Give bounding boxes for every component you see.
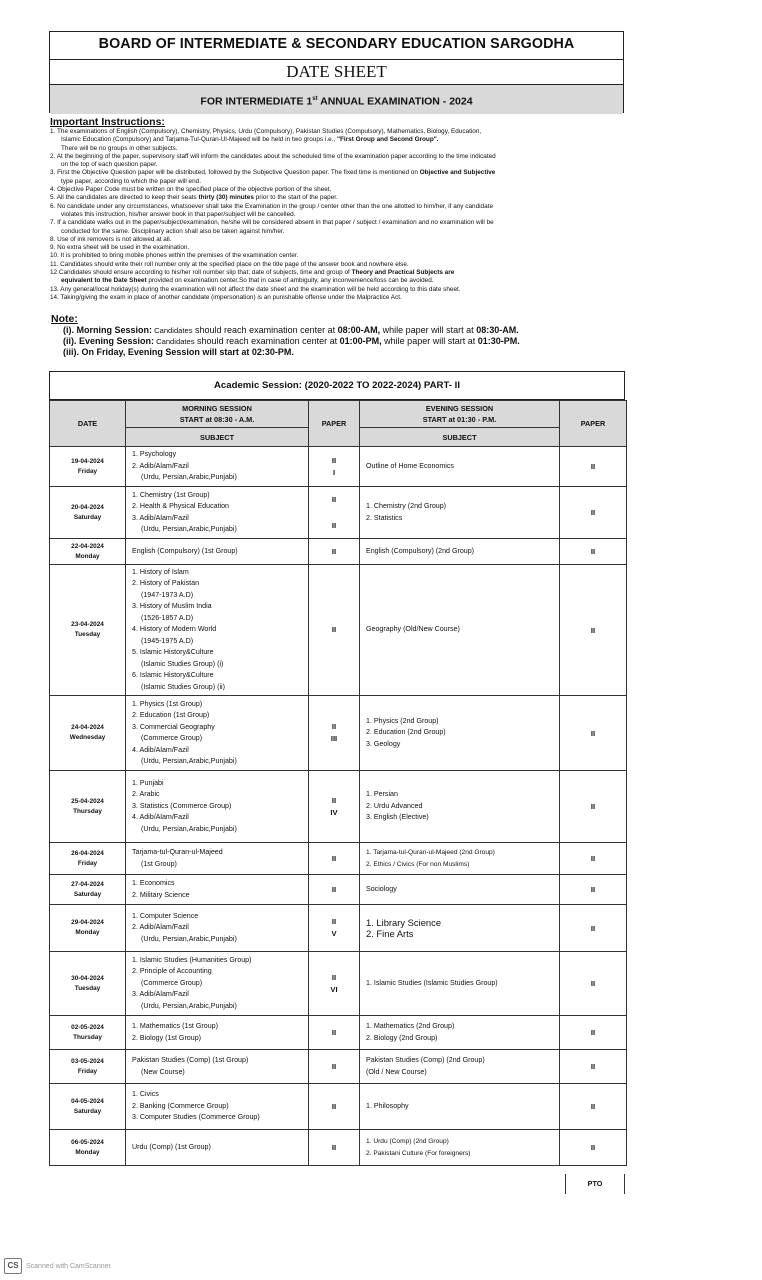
exam-title: FOR INTERMEDIATE 1st ANNUAL EXAMINATION - 2024 — [50, 84, 623, 114]
instruction-3: 3. First the Objective Question paper will be distributed, followed by the Subjective Question paper. The fixed time is mentioned on Objective and Subjective — [50, 169, 496, 177]
row-date: 04-05-2024 Saturday — [50, 1084, 126, 1130]
row-evening-subjects: 1. Urdu (Comp) (2nd Group) 2. Pakistani Culture (For foreigners) — [360, 1130, 560, 1166]
row-evening-paper: II — [560, 565, 627, 696]
instruction-12b: equivalent to the Date Sheet provided on examination center.So that in case of ambiguity, any inconvenience/loss can be avoided. — [61, 277, 434, 285]
note-evening: (ii). Evening Session: Candidates should reach examination center at 01:00-PM, while paper will start at 01:30-PM. — [63, 336, 520, 346]
board-title: BOARD OF INTERMEDIATE & SECONDARY EDUCATION SARGODHA — [98, 36, 575, 52]
pto-label: PTO — [565, 1174, 625, 1194]
instructions-title: Important Instructions: — [50, 116, 165, 128]
table-row — [50, 696, 627, 771]
row-morning-subjects: 1. Islamic Studies (Humanities Group) 2. Principle of Accounting (Commerce Group) 3. Adib/Alam/Fazil (Urdu, Persian,Arabic,Punjabi) — [126, 952, 309, 1016]
table-body — [50, 447, 627, 1166]
instruction-6b: violates this instruction, his/her answer book in that paper/subject will be cancelled. — [61, 210, 296, 218]
row-evening-subjects: 1. Mathematics (2nd Group) 2. Biology (2nd Group) — [360, 1016, 560, 1050]
camscanner-watermark — [4, 1258, 111, 1274]
row-evening-paper: II — [560, 487, 627, 539]
header-box — [49, 31, 624, 113]
row-date: 06-05-2024 Monday — [50, 1130, 126, 1166]
row-morning-paper: II II — [309, 487, 360, 539]
instruction-1: 1. The examinations of English (Compulsory), Chemistry, Physics, Urdu (Compulsory), Pakistan Studies (Compulsory), Mathematics, Biology, Education, — [50, 128, 482, 135]
row-morning-paper: II — [309, 1050, 360, 1084]
row-evening-subjects: 1. Islamic Studies (Islamic Studies Group) — [360, 952, 560, 1016]
instruction-7: 7. If a candidate walks out in the paper/subject/examination, he/she will be considered absent in that paper / subject / examination and no examination will be — [50, 219, 494, 227]
header-morning-paper: PAPER — [309, 401, 360, 447]
row-morning-paper: II III — [309, 696, 360, 771]
instruction-11: 11. Candidates should write their roll number only at the specified place on the title page of the answer book and nowhere else. — [50, 260, 409, 268]
row-morning-paper: II IV — [309, 771, 360, 843]
row-evening-subjects: 1. Library Science 2. Fine Arts — [360, 905, 560, 952]
row-morning-subjects: 1. History of Islam 2. History of Pakistan (1947-1973 A.D) 3. History of Muslim India (1526-1857 A.D) 4. History of Modern World (1945-1975 A.D) 5. Islamic History&Culture (Islamic Studies Group) (i) 6. Islamic History&Culture (Islamic Studies Group) (ii) — [126, 565, 309, 696]
row-morning-paper: II — [309, 1084, 360, 1130]
row-date: 19-04-2024 Friday — [50, 447, 126, 487]
row-morning-paper: II I — [309, 447, 360, 487]
row-date: 02-05-2024 Thursday — [50, 1016, 126, 1050]
table-row — [50, 565, 627, 696]
row-morning-subjects: 1. Computer Science 2. Adib/Alam/Fazil (Urdu, Persian,Arabic,Punjabi) — [126, 905, 309, 952]
academic-session-bar: Academic Session: (2020-2022 TO 2022-2024) PART- II — [49, 371, 625, 400]
instruction-7b: conducted for the same. Disciplinary action shall also be taken against him/her. — [61, 227, 285, 235]
table-row — [50, 952, 627, 1016]
row-evening-paper: II — [560, 447, 627, 487]
table-row — [50, 875, 627, 905]
row-evening-paper: II — [560, 843, 627, 875]
note-title: Note: — [51, 313, 78, 325]
row-evening-subjects: 1. Philosophy — [360, 1084, 560, 1130]
instruction-9: 9. No extra sheet will be used in the examination. — [50, 244, 190, 252]
row-morning-paper: II — [309, 875, 360, 905]
table-row — [50, 771, 627, 843]
instruction-12: 12.Candidates should ensure according to his/her roll number slip that; date of subjects, time and group of Theory and Practical Subjects are — [50, 269, 455, 277]
row-evening-paper: II — [560, 1016, 627, 1050]
header-evening-paper: PAPER — [560, 401, 627, 447]
row-evening-paper: II — [560, 1130, 627, 1166]
instruction-14: 14. Taking/giving the exam in place of another candidate (impersonation) is an punishable offense under the Malpractice Act. — [50, 293, 402, 301]
row-morning-subjects: 1. Mathematics (1st Group) 2. Biology (1st Group) — [126, 1016, 309, 1050]
row-date: 25-04-2024 Thursday — [50, 771, 126, 843]
row-morning-paper: II — [309, 565, 360, 696]
instruction-10: 10. It is prohibited to bring mobile phones within the premises of the examination center. — [50, 252, 299, 260]
row-date: 03-05-2024 Friday — [50, 1050, 126, 1084]
row-morning-subjects: 1. Economics 2. Military Science — [126, 875, 309, 905]
table-row — [50, 447, 627, 487]
table-row — [50, 539, 627, 565]
row-evening-subjects: 1. Chemistry (2nd Group) 2. Statistics — [360, 487, 560, 539]
camscanner-logo: CS — [4, 1258, 22, 1274]
date-sheet-title: DATE SHEET — [50, 59, 623, 84]
row-morning-subjects: 1. Psychology 2. Adib/Alam/Fazil (Urdu, Persian,Arabic,Punjabi) — [126, 447, 309, 487]
table-row — [50, 1050, 627, 1084]
instruction-8: 8. Use of ink removers is not allowed at all. — [50, 235, 172, 243]
row-morning-paper: II — [309, 539, 360, 565]
camscanner-text: Scanned with CamScanner — [26, 1262, 111, 1270]
instruction-5: 5. All the candidates are directed to keep their seats thirty (30) minutes prior to the start of the paper. — [50, 194, 338, 202]
row-date: 27-04-2024 Saturday — [50, 875, 126, 905]
row-evening-paper: II — [560, 539, 627, 565]
row-date: 26-04-2024 Friday — [50, 843, 126, 875]
row-evening-paper: II — [560, 905, 627, 952]
row-date: 23-04-2024 Tuesday — [50, 565, 126, 696]
row-morning-paper: II — [309, 1130, 360, 1166]
row-morning-subjects: Urdu (Comp) (1st Group) — [126, 1130, 309, 1166]
row-evening-subjects: 1. Tarjama-tul-Quran-ul-Majeed (2nd Group) 2. Ethics / Civics (For non Muslims) — [360, 843, 560, 875]
header-morning-session: MORNING SESSION START at 08:30 - A.M. — [126, 401, 309, 428]
row-evening-paper: II — [560, 952, 627, 1016]
table-row — [50, 905, 627, 952]
table-row — [50, 843, 627, 875]
row-evening-paper: II — [560, 696, 627, 771]
instruction-6: 6. No candidate under any circumstances, whatsoever shall take the Examination in the group / center other than the one allotted to him/her, if any candidate — [50, 202, 493, 210]
instruction-3b: type paper, according to which the paper will end. — [61, 177, 201, 185]
row-evening-paper: II — [560, 875, 627, 905]
header-evening-subject: SUBJECT — [360, 428, 560, 447]
row-evening-paper: II — [560, 1084, 627, 1130]
row-morning-subjects: Pakistan Studies (Comp) (1st Group) (New Course) — [126, 1050, 309, 1084]
instruction-2: 2. At the beginning of the paper, supervisory staff will inform the candidates about the scheduled time of the examination paper according to the time indicated — [50, 152, 496, 160]
row-morning-subjects: English (Compulsory) (1st Group) — [126, 539, 309, 565]
table-row — [50, 487, 627, 539]
header-evening-session: EVENING SESSION START at 01:30 - P.M. — [360, 401, 560, 428]
row-morning-paper: II — [309, 843, 360, 875]
row-morning-subjects: 1. Physics (1st Group) 2. Education (1st Group) 3. Commercial Geography (Commerce Group) 4. Adib/Alam/Fazil (Urdu, Persian,Arabic,Punjabi) — [126, 696, 309, 771]
table-row — [50, 1084, 627, 1130]
row-evening-subjects: 1. Persian 2. Urdu Advanced 3. English (Elective) — [360, 771, 560, 843]
instruction-4: 4. Objective Paper Code must be written on the specified place of the objective portion of the sheet. — [50, 186, 332, 194]
row-morning-paper: II VI — [309, 952, 360, 1016]
instructions — [50, 116, 630, 302]
note-section — [51, 314, 520, 358]
instruction-1c: There will be no groups in other subjects. — [61, 144, 178, 152]
row-morning-paper: II — [309, 1016, 360, 1050]
table-row — [50, 1130, 627, 1166]
row-morning-subjects: 1. Punjabi 2. Arabic 3. Statistics (Commerce Group) 4. Adib/Alam/Fazil (Urdu, Persian,Arabic,Punjabi) — [126, 771, 309, 843]
row-evening-subjects: Outline of Home Economics — [360, 447, 560, 487]
row-morning-subjects: 1. Chemistry (1st Group) 2. Health & Physical Education 3. Adib/Alam/Fazil (Urdu, Persian,Arabic,Punjabi) — [126, 487, 309, 539]
table-row — [50, 1016, 627, 1050]
row-evening-subjects: Sociology — [360, 875, 560, 905]
row-evening-paper: II — [560, 1050, 627, 1084]
date-sheet-table — [49, 400, 627, 1166]
row-date: 24-04-2024 Wednesday — [50, 696, 126, 771]
row-date: 22-04-2024 Monday — [50, 539, 126, 565]
row-morning-subjects: Tarjama-tul-Quran-ul-Majeed (1st Group) — [126, 843, 309, 875]
row-date: 29-04-2024 Monday — [50, 905, 126, 952]
note-morning: (i). Morning Session: Candidates should reach examination center at 08:00-AM, while paper will start at 08:30-AM. — [63, 325, 519, 335]
table-header-row — [50, 401, 627, 428]
instruction-2b: on the top of each question paper. — [61, 161, 158, 169]
row-evening-subjects: 1. Physics (2nd Group) 2. Education (2nd Group) 3. Geology — [360, 696, 560, 771]
instruction-13: 13. Any general/local holiday(s) during the examination will not affect the date sheet and the examination will be held according to this date sheet. — [50, 285, 461, 293]
note-friday: (iii). On Friday, Evening Session will start at 02:30-PM. — [63, 347, 294, 357]
row-evening-subjects: Pakistan Studies (Comp) (2nd Group) (Old / New Course) — [360, 1050, 560, 1084]
row-evening-subjects: English (Compulsory) (2nd Group) — [360, 539, 560, 565]
row-date: 20-04-2024 Saturday — [50, 487, 126, 539]
instruction-1b: Islamic Education (Compulsory) and Tarjama-Tul-Quran-Ul-Majeed will be held in two groups i.e., "First Group and Second Group". — [61, 136, 439, 144]
header-date: DATE — [50, 401, 126, 447]
header-morning-subject: SUBJECT — [126, 428, 309, 447]
row-date: 30-04-2024 Tuesday — [50, 952, 126, 1016]
row-morning-paper: II V — [309, 905, 360, 952]
row-evening-paper: II — [560, 771, 627, 843]
row-morning-subjects: 1. Civics 2. Banking (Commerce Group) 3. Computer Studies (Commerce Group) — [126, 1084, 309, 1130]
row-evening-subjects: Geography (Old/New Course) — [360, 565, 560, 696]
